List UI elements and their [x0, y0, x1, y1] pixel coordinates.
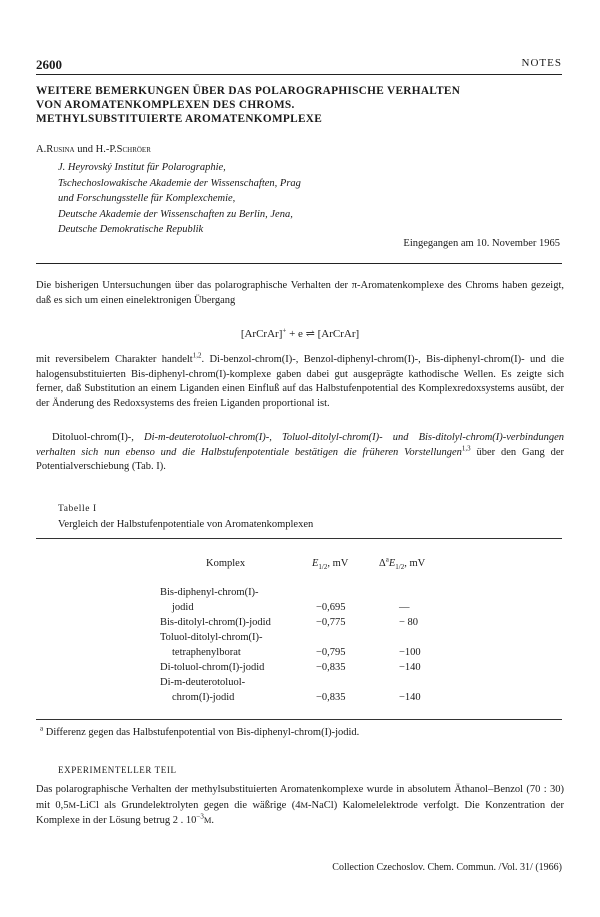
- section-heading: EXPERIMENTELLER TEIL: [58, 765, 177, 775]
- header-subscript: 1/2: [395, 563, 405, 572]
- author-name: Schröer: [116, 144, 151, 155]
- para-text: Ditoluol-chrom(I)-,: [52, 432, 145, 443]
- equation-electron: + e: [286, 328, 306, 340]
- header-subscript: 1/2: [318, 563, 328, 572]
- article-title: [36, 84, 566, 126]
- complex-name: Toluol-ditolyl-chrom(I)-: [160, 632, 263, 643]
- molar-unit: M: [300, 799, 309, 810]
- table-row: [160, 631, 263, 660]
- potential-difference: −140: [399, 662, 421, 673]
- author-name: Rusina: [46, 144, 75, 155]
- equilibrium-arrow: ⇌: [305, 328, 315, 340]
- author-initial: A.: [36, 144, 47, 155]
- complex-name: chrom(I)-jodid: [172, 691, 235, 703]
- title-line: METHYLSUBSTITUIERTE AROMATENKOMPLEXE: [36, 113, 323, 125]
- footnote-text: Differenz gegen das Halbstufenpotential von Bis-diphenyl-chrom(I)-jodid.: [43, 727, 360, 738]
- half-wave-potential: −0,695: [316, 602, 346, 613]
- column-header-e-half: [312, 558, 349, 572]
- running-head: NOTES: [521, 57, 562, 69]
- para-text-italic: Di-: [144, 432, 159, 443]
- equation-right: [ArCrAr]: [314, 328, 360, 340]
- table-caption: Vergleich der Halbstufenpotentiale von Aromatenkomplexen: [58, 519, 314, 530]
- affiliation-line: Deutsche Demokratische Republik: [58, 224, 204, 235]
- molar-unit: M: [68, 799, 77, 810]
- page-number: 2600: [36, 57, 62, 72]
- half-wave-potential: −0,835: [316, 662, 346, 673]
- experimental-paragraph: [36, 783, 564, 829]
- table-row: [160, 676, 245, 705]
- footnote-mark: a: [40, 724, 44, 733]
- para-text: -NaCl) Kalomelelektrode verfolgt. Die Konzentration der Komplexe in der Lösung betrug 2 . 10: [36, 799, 564, 827]
- table-footnote: [40, 724, 360, 738]
- author-initial: H.-P.: [95, 144, 117, 155]
- title-line: WEITERE BEMERKUNGEN ÜBER DAS POLAROGRAPHISCHE VERHALTEN: [36, 85, 461, 97]
- table-bottom-rule: [36, 719, 562, 720]
- affiliation-line: und Forschungsstelle für Komplexchemie,: [58, 193, 236, 204]
- equation-charge: +: [282, 326, 287, 335]
- affiliation-line: Deutsche Akademie der Wissenschaften zu Berlin, Jena,: [58, 208, 293, 220]
- half-wave-potential: −0,795: [316, 647, 346, 658]
- para-text: mit reversibelem Charakter handelt: [36, 354, 193, 365]
- author-conjunction: und: [74, 144, 96, 155]
- para-text-italic: -deuterotoluol-chrom(I)-, Toluol-ditolyl-chrom(I)- und Bis-ditolyl-chrom(I)-verbindungen verhalten sich nun ebenso und die Halbstufenpotentiale bestätigen die früheren Vorstellungen: [36, 432, 564, 458]
- complex-name: tetraphenylborat: [172, 646, 241, 658]
- authors: [36, 144, 151, 155]
- reference-mark: 1,3: [461, 444, 471, 453]
- complex-name: Bis-ditolyl-chrom(I)-jodid: [160, 617, 271, 628]
- para-text: über den Gang der Potentialverschiebung (Tab. I).: [36, 446, 565, 473]
- affiliation: [58, 160, 518, 238]
- header-rule: [36, 74, 562, 75]
- header-symbol: E: [312, 558, 319, 569]
- table-top-rule: [36, 538, 562, 539]
- potential-difference: −100: [399, 647, 421, 658]
- header-unit: , mV: [327, 558, 349, 569]
- title-line: VON AROMATENKOMPLEXEN DES CHROMS.: [36, 99, 295, 111]
- para-text-italic: m: [158, 432, 166, 443]
- section-rule: [36, 263, 562, 264]
- para-text: .: [211, 815, 215, 827]
- table-row: [160, 661, 264, 676]
- para-text: Das polarographische Verhalten der methylsubstituierten Aromatenkomplexe wurde in absolutem Äthanol–Benzol (70 : 30) mit 0,5: [36, 784, 564, 811]
- equation-left: [ArCrAr]: [240, 328, 283, 340]
- received-date: Eingegangen am 10. November 1965: [403, 238, 560, 249]
- molar-unit: M: [203, 815, 212, 826]
- table-row: [160, 586, 259, 615]
- header-symbol: Δ: [379, 558, 386, 569]
- complex-name: Di-toluol-chrom(I)-jodid: [160, 662, 265, 673]
- exponent: −3: [196, 812, 204, 821]
- complex-name: Di-m-deuterotoluol-: [160, 677, 246, 688]
- para-text: . Di-benzol-chrom(I)-, Benzol-diphenyl-chrom(I)-, Bis-diphenyl-chrom(I)- und die halogensubstituierten Bis-diphenyl-chrom(I)-komplexe gaben dabei gut ausgeprägte kathodische Wellen. Es zeigte sich ferner, daß Substitution an einem Liganden einen Einfluß auf das Halbstufenpotential des Komplexredoxsystems ausübt, der der Änderung des Redoxsystems des freien Liganden proportional ist.: [36, 354, 564, 409]
- header-unit: , mV: [404, 558, 426, 569]
- para-text: -LiCl als Grundelektrolyten gegen die wäßrige (4: [76, 799, 301, 811]
- table-label: Tabelle I: [58, 504, 97, 514]
- reference-mark: 1,2: [192, 351, 202, 360]
- affiliation-line: J. Heyrovský Institut für Polarographie,: [58, 162, 226, 173]
- complex-name: jodid: [172, 601, 194, 613]
- affiliation-line: Tschechoslowakische Akademie der Wissenschaften, Prag: [58, 177, 301, 189]
- body-paragraph: [36, 353, 564, 411]
- journal-citation: Collection Czechoslov. Chem. Commun. /Vol. 31/ (1966): [332, 862, 562, 873]
- body-paragraph: [36, 431, 564, 475]
- potential-difference: −140: [399, 692, 421, 703]
- complex-name: Bis-diphenyl-chrom(I)-: [160, 587, 259, 598]
- half-wave-potential: −0,835: [316, 692, 346, 703]
- potential-difference: − 80: [399, 617, 419, 628]
- column-header-komplex: Komplex: [206, 558, 246, 569]
- table-row: [160, 616, 271, 631]
- potential-difference: —: [399, 602, 410, 613]
- header-superscript: a: [385, 555, 389, 564]
- header-symbol: E: [388, 558, 396, 569]
- redox-equation: [0, 327, 600, 340]
- half-wave-potential: −0,775: [316, 617, 346, 628]
- column-header-delta-e: [379, 555, 426, 572]
- intro-paragraph: Die bisherigen Untersuchungen über das polarographische Verhalten der π-Aromatenkomplexe des Chroms haben gezeigt, daß es sich um einen einelektronigen Übergang: [36, 280, 564, 306]
